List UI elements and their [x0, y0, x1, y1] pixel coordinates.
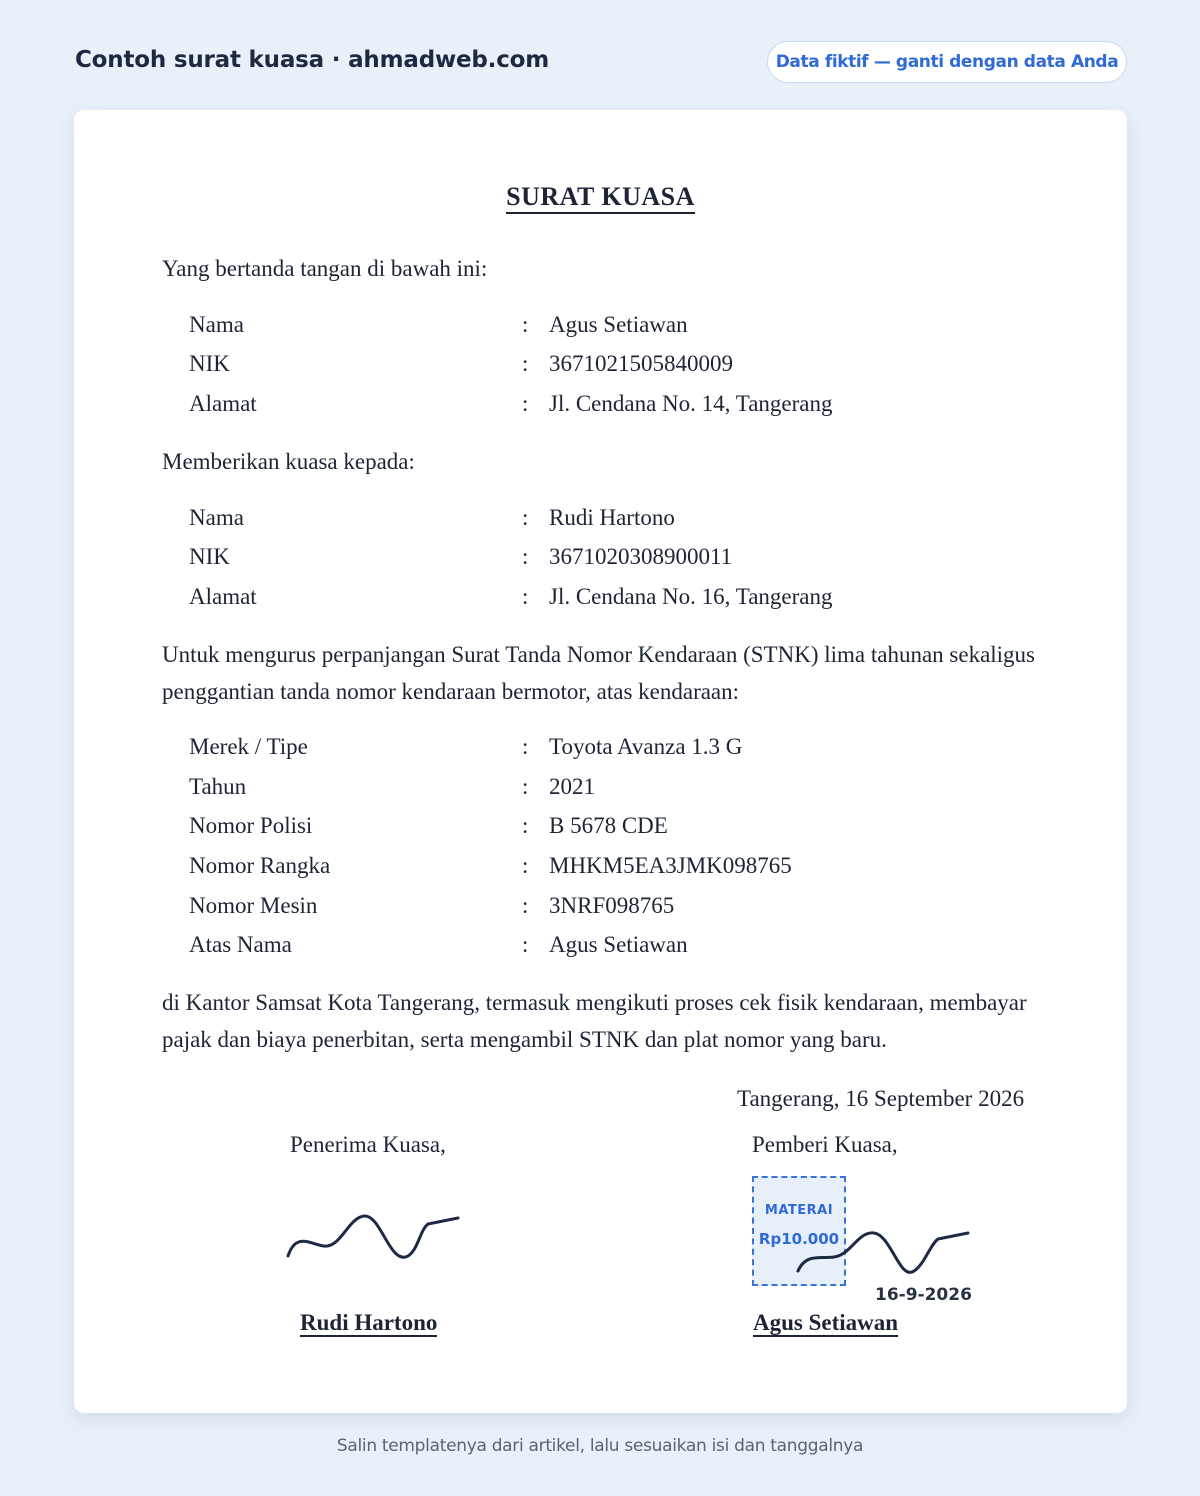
vehicle-row	[189, 811, 949, 841]
vehicle-row	[189, 851, 949, 881]
colon-separator: :	[522, 893, 529, 918]
vehicle-label: Nomor Rangka	[189, 853, 331, 878]
recipient-name: Rudi Hartono	[300, 1310, 438, 1335]
recipient-label: Penerima Kuasa,	[290, 1132, 446, 1157]
colon-separator: :	[522, 813, 529, 838]
footer-note: Salin templatenya dari artikel, lalu sesuaikan isi dan tanggalnya	[336, 1436, 864, 1456]
stamp-label: MATERAI	[764, 1203, 834, 1218]
grantee-row	[189, 542, 949, 572]
colon-separator: :	[522, 584, 529, 609]
giver-signature	[796, 1225, 971, 1280]
grantee-row	[189, 582, 949, 612]
intro-text: Yang bertanda tangan di bawah ini:	[162, 256, 488, 281]
grantee-label: NIK	[189, 544, 230, 569]
fictional-data-badge: Data fiktif — ganti dengan data Anda	[767, 41, 1127, 83]
grantee-value: Jl. Cendana No. 16, Tangerang	[549, 584, 833, 609]
vehicle-value: 3NRF098765	[549, 893, 675, 918]
colon-separator: :	[522, 312, 529, 337]
letter-title: SURAT KUASA	[506, 182, 695, 214]
vehicle-row	[189, 772, 949, 802]
vehicle-label: Nomor Polisi	[189, 813, 313, 838]
grantor-value: Agus Setiawan	[549, 312, 688, 337]
grantor-value: Jl. Cendana No. 14, Tangerang	[549, 391, 833, 416]
grantor-row	[189, 389, 949, 419]
letter-card	[74, 110, 1127, 1413]
vehicle-label: Nomor Mesin	[189, 893, 318, 918]
grantee-value: Rudi Hartono	[549, 505, 675, 530]
closing-text: di Kantor Samsat Kota Tangerang, termasuk mengikuti proses cek fisik kendaraan, membayar pajak dan biaya penerbitan, serta mengambil STNK dan plat nomor yang baru.	[162, 990, 1027, 1052]
grantor-label: Nama	[189, 312, 244, 337]
vehicle-row	[189, 732, 949, 762]
vehicle-row	[189, 930, 949, 960]
grantor-row	[189, 349, 949, 379]
colon-separator: :	[522, 932, 529, 957]
giver-name-wrap	[753, 1310, 898, 1336]
vehicle-label: Atas Nama	[189, 932, 292, 957]
colon-separator: :	[522, 774, 529, 799]
colon-separator: :	[522, 734, 529, 759]
recipient-signature	[286, 1210, 461, 1265]
grantee-row	[189, 503, 949, 533]
grantor-row	[189, 310, 949, 340]
grantee-label: Nama	[189, 505, 244, 530]
colon-separator: :	[522, 351, 529, 376]
colon-separator: :	[522, 853, 529, 878]
grantee-label: Alamat	[189, 584, 257, 609]
giver-name: Agus Setiawan	[753, 1310, 899, 1335]
letter-title-wrap	[74, 182, 1127, 212]
colon-separator: :	[522, 505, 529, 530]
grant-intro-text: Memberikan kuasa kepada:	[162, 449, 415, 474]
site-title: Contoh surat kuasa · ahmadweb.com	[75, 47, 550, 73]
vehicle-label: Tahun	[189, 774, 247, 799]
purpose-text: Untuk mengurus perpanjangan Surat Tanda Nomor Kendaraan (STNK) lima tahunan sekaligus penggantian tanda nomor kendaraan bermotor, atas kendaraan:	[162, 642, 1036, 704]
stamp-value: Rp10.000	[758, 1230, 840, 1248]
colon-separator: :	[522, 391, 529, 416]
vehicle-row	[189, 891, 949, 921]
signature-date: 16-9-2026	[875, 1285, 972, 1305]
vehicle-value: 2021	[549, 774, 595, 799]
recipient-name-wrap	[300, 1310, 437, 1336]
grantor-value: 3671021505840009	[549, 351, 733, 376]
vehicle-value: Agus Setiawan	[549, 932, 688, 957]
vehicle-value: B 5678 CDE	[549, 813, 668, 838]
vehicle-label: Merek / Tipe	[189, 734, 308, 759]
grantee-value: 3671020308900011	[549, 544, 733, 569]
place-date: Tangerang, 16 September 2026	[737, 1086, 1025, 1111]
colon-separator: :	[522, 544, 529, 569]
grantor-label: NIK	[189, 351, 230, 376]
giver-label: Pemberi Kuasa,	[752, 1132, 898, 1157]
vehicle-value: MHKM5EA3JMK098765	[549, 853, 792, 878]
vehicle-value: Toyota Avanza 1.3 G	[549, 734, 743, 759]
grantor-label: Alamat	[189, 391, 257, 416]
